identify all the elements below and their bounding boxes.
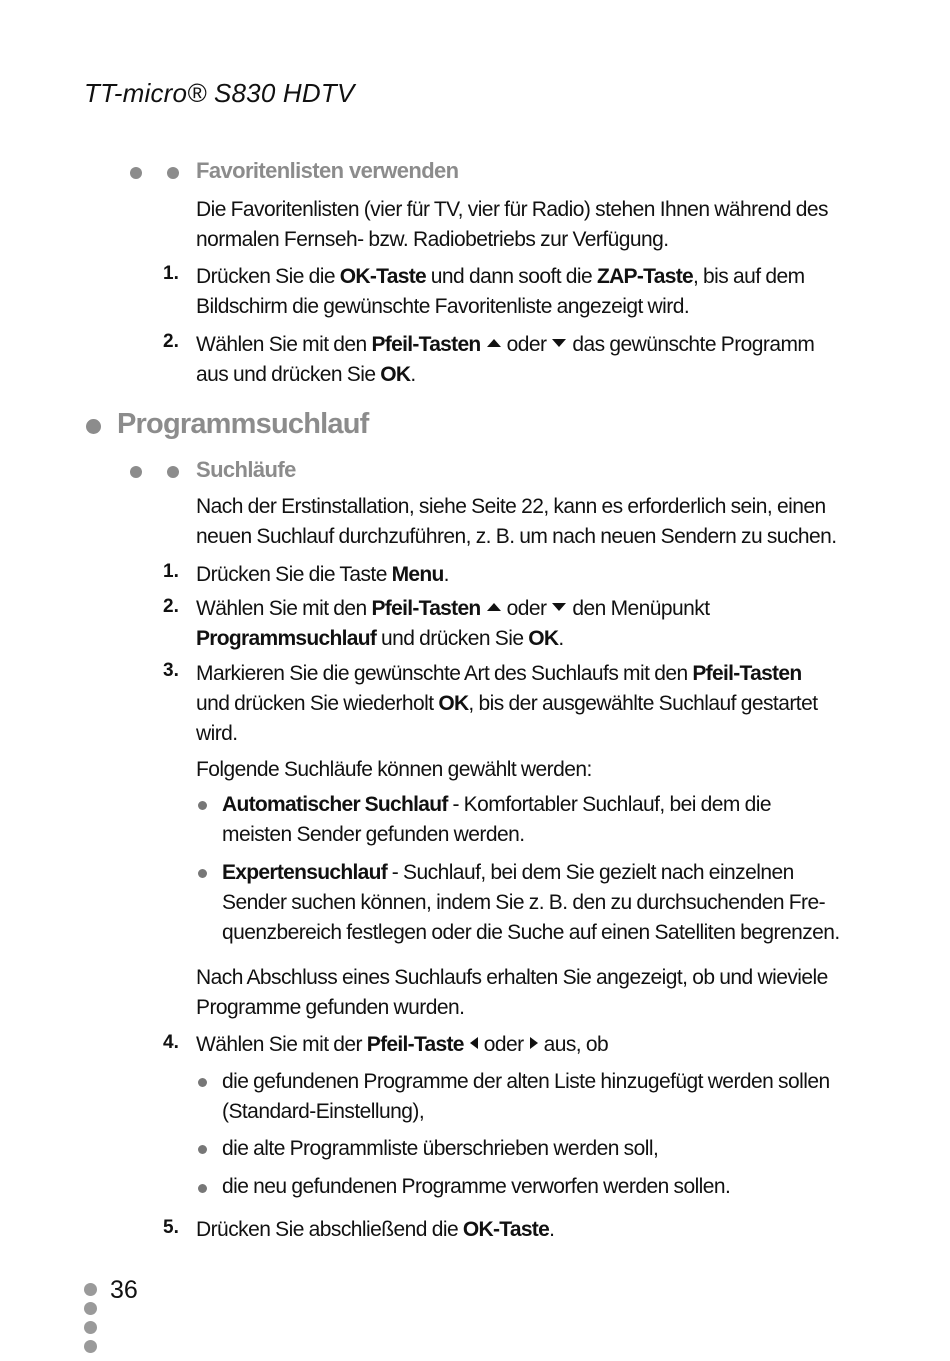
step-line: Wählen Sie mit den Pfeil-Tasten oder das gewünschte Programm — [196, 333, 815, 356]
sub-heading-suchlaeufe: Suchläufe — [196, 457, 296, 482]
bullet-dot — [198, 1078, 207, 1087]
step-number: 2. — [163, 331, 179, 352]
step-line: und drücken Sie wiederholt OK, bis der ausgewählte Suchlauf gestartet — [196, 692, 818, 715]
step-line: Drücken Sie die Taste Menu. — [196, 563, 449, 586]
arrow-up-icon — [487, 339, 501, 347]
list-item: die gefundenen Programme der alten Liste hinzugefügt werden sollen — [222, 1070, 830, 1093]
list-item-line: meisten Sender gefunden werden. — [222, 823, 525, 846]
list-item-line: (Standard-Einstellung), — [222, 1100, 425, 1123]
step-line: Drücken Sie die OK-Taste und dann sooft die ZAP-Taste, bis auf dem — [196, 265, 805, 288]
margin-dot — [84, 1302, 97, 1315]
list-item: die alte Programmliste überschrieben werden soll, — [222, 1137, 659, 1160]
list-item-line: quenzbereich festlegen oder die Suche auf einen Satelliten begrenzen. — [222, 921, 840, 944]
arrow-right-icon — [530, 1037, 538, 1049]
step-number: 1. — [163, 561, 179, 582]
step-line: Programmsuchlauf und drücken Sie OK. — [196, 627, 564, 650]
step-number: 2. — [163, 596, 179, 617]
step-line: wird. — [196, 722, 238, 745]
paragraph-line: Nach Abschluss eines Suchlaufs erhalten Sie angezeigt, ob und wieviele — [196, 966, 828, 989]
margin-dot — [84, 1283, 97, 1296]
list-item: Expertensuchlauf - Suchlauf, bei dem Sie gezielt nach einzelnen — [222, 861, 794, 884]
paragraph-line: normalen Fernseh- bzw. Radiobetriebs zur Verfügung. — [196, 228, 669, 251]
paragraph-line: Nach der Erstinstallation, siehe Seite 22, kann es erforderlich sein, einen — [196, 495, 826, 518]
list-item-line: Sender suchen können, indem Sie z. B. den zu durchsuchenden Fre- — [222, 891, 826, 914]
paragraph-line: Programme gefunden wurden. — [196, 996, 465, 1019]
bullet-dot — [167, 466, 179, 478]
arrow-left-icon — [470, 1037, 478, 1049]
step-number: 1. — [163, 263, 179, 284]
margin-dot — [84, 1340, 97, 1353]
section-heading-favoriten: Favoritenlisten verwenden — [196, 158, 459, 183]
bullet-dot — [130, 466, 142, 478]
list-item: die neu gefundenen Programme verworfen werden sollen. — [222, 1175, 731, 1198]
bullet-dot — [198, 1184, 207, 1193]
arrow-up-icon — [487, 603, 501, 611]
bullet-dot — [198, 1145, 207, 1154]
paragraph-line: neuen Suchlauf durchzuführen, z. B. um nach neuen Sendern zu suchen. — [196, 525, 837, 548]
step-number: 5. — [163, 1217, 179, 1238]
step-line: Wählen Sie mit den Pfeil-Tasten oder den Menüpunkt — [196, 597, 710, 620]
arrow-down-icon — [552, 603, 566, 611]
bullet-dot — [167, 167, 179, 179]
step-line: Markieren Sie die gewünschte Art des Suchlaufs mit den Pfeil-Tasten — [196, 662, 802, 685]
bullet-dot — [198, 801, 207, 810]
bullet-dot — [130, 167, 142, 179]
margin-dot — [84, 1321, 97, 1334]
step-line: aus und drücken Sie OK. — [196, 363, 416, 386]
bullet-dot — [86, 419, 101, 434]
step-line: Drücken Sie abschließend die OK-Taste. — [196, 1218, 555, 1241]
step-number: 3. — [163, 660, 179, 681]
step-line: Wählen Sie mit der Pfeil-Taste oder aus, ob — [196, 1033, 609, 1056]
bullet-dot — [198, 869, 207, 878]
list-item: Automatischer Suchlauf - Komfortabler Suchlauf, bei dem die — [222, 793, 771, 816]
step-number: 4. — [163, 1032, 179, 1053]
step-line: Bildschirm die gewünschte Favoritenliste angezeigt wird. — [196, 295, 690, 318]
arrow-down-icon — [552, 339, 566, 347]
page-number: 36 — [110, 1276, 138, 1304]
section-heading-programmsuchlauf: Programmsuchlauf — [117, 408, 369, 440]
step-line: Folgende Suchläufe können gewählt werden: — [196, 758, 592, 781]
paragraph-line: Die Favoritenlisten (vier für TV, vier für Radio) stehen Ihnen während des — [196, 198, 828, 221]
running-header: TT-micro® S830 HDTV — [84, 78, 355, 108]
